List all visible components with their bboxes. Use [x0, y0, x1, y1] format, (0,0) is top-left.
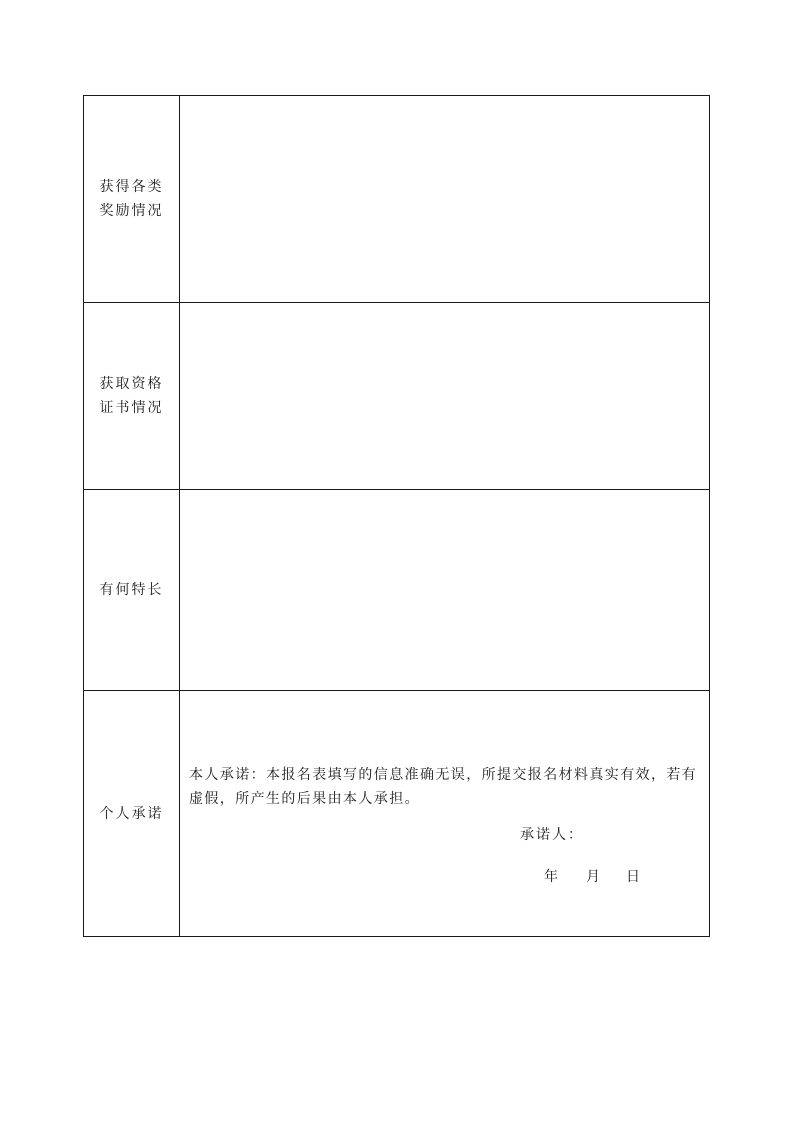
- skills-label: 有何特长: [99, 582, 164, 598]
- awards-label-line-1: 获得各类: [99, 179, 164, 195]
- skills-content-field[interactable]: [180, 490, 710, 691]
- promise-statement: 本人承诺：本报名表填写的信息准确无误，所提交报名材料真实有效，若有虚假，所产生的后果由本人承担。: [189, 767, 698, 807]
- table-row-promise: [84, 691, 710, 937]
- table-row-certificates: [84, 303, 710, 490]
- certificates-label-line-1: 获取资格: [99, 376, 164, 392]
- skills-label-cell: [84, 490, 180, 691]
- promise-label: 个人承诺: [99, 805, 164, 822]
- awards-label-line-2: 奖励情况: [99, 203, 164, 219]
- certificates-label-line-2: 证书情况: [99, 400, 164, 416]
- promise-box: [180, 691, 709, 936]
- table-row-skills: [84, 490, 710, 691]
- promise-label-cell: [84, 691, 180, 937]
- certificates-content-field[interactable]: [180, 303, 710, 490]
- awards-label-cell: [84, 96, 180, 303]
- promise-content-cell: [180, 691, 710, 937]
- awards-content-field[interactable]: [180, 96, 710, 303]
- certificates-label-cell: [84, 303, 180, 490]
- date-month-label: 月: [586, 869, 600, 885]
- registration-form-table: [83, 95, 710, 937]
- date-year-label: 年: [544, 869, 558, 885]
- signer-label: 承诺人：: [520, 827, 584, 843]
- table-row-awards: [84, 96, 710, 303]
- date-day-label: 日: [626, 869, 640, 885]
- signature-date: [544, 866, 640, 886]
